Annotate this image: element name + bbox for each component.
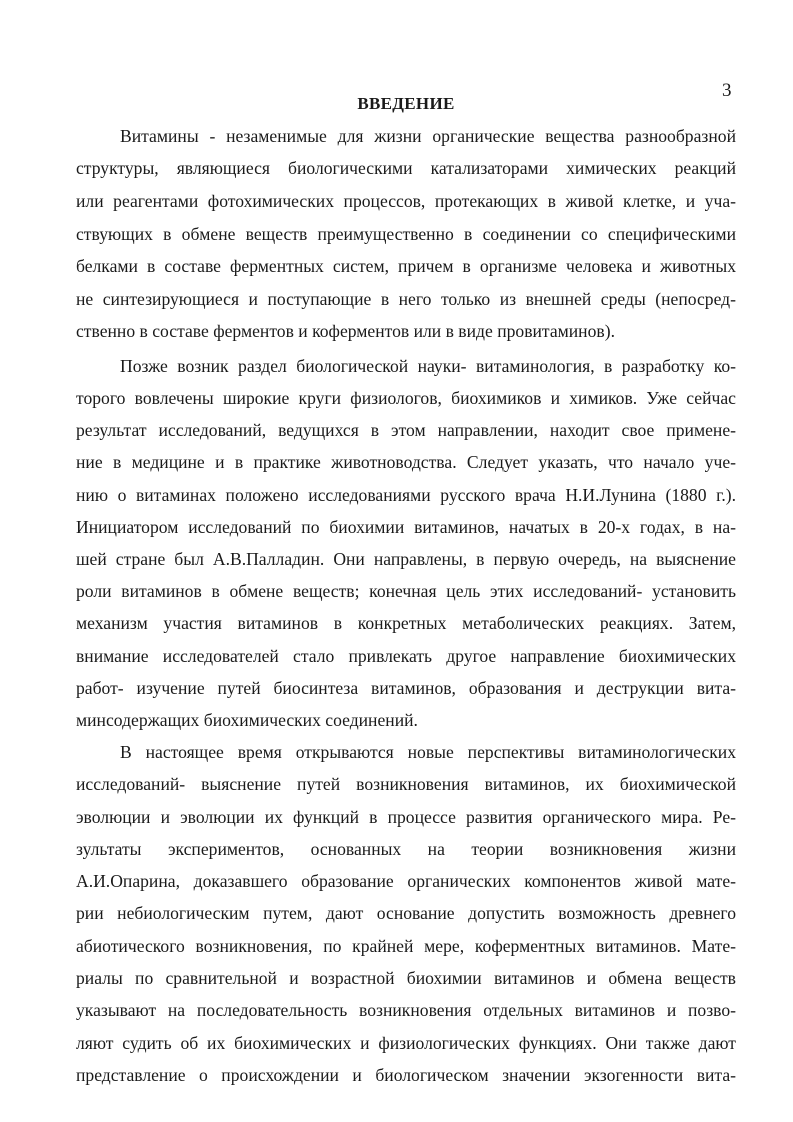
text-line: исследований- выяснение путей возникновения витаминов, их биохимической <box>76 774 736 794</box>
text-line: структуры, являющиеся биологическими катализаторами химических реакций <box>76 158 736 178</box>
text-line: Инициатором исследований по биохимии витаминов, начатых в 20-х годах, в на- <box>76 517 736 537</box>
text-line: рии небиологическим путем, дают основание допустить возможность древнего <box>76 903 736 923</box>
text-line: ствующих в обмене веществ преимущественно в соединении со специфическими <box>76 224 736 244</box>
text-line: эволюции и эволюции их функций в процессе развития органического мира. Ре- <box>76 807 736 827</box>
text-line: ственно в составе ферментов и коферментов или в виде провитаминов). <box>76 321 615 341</box>
text-line: внимание исследователей стало привлекать другое направление биохимических <box>76 646 736 666</box>
text-line: механизм участия витаминов в конкретных метаболических реакциях. Затем, <box>76 613 736 633</box>
text-line: результат исследований, ведущихся в этом направлении, находит свое примене- <box>76 420 736 440</box>
text-line: представление о происхождении и биологическом значении экзогенности вита- <box>76 1065 736 1085</box>
text-line: абиотического возникновения, по крайней мере, коферментных витаминов. Мате- <box>76 936 736 956</box>
text-line: Позже возник раздел биологической науки- витаминология, в разработку ко- <box>120 356 736 376</box>
text-line: риалы по сравнительной и возрастной биохимии витаминов и обмена веществ <box>76 968 736 988</box>
text-line: ляют судить об их биохимических и физиологических функциях. Они также дают <box>76 1033 736 1053</box>
text-line: не синтезирующиеся и поступающие в него только из внешней среды (непосред- <box>76 289 736 309</box>
text-line: роли витаминов в обмене веществ; конечная цель этих исследований- установить <box>76 581 736 601</box>
text-line: или реагентами фотохимических процессов, протекающих в живой клетке, и уча- <box>76 191 736 211</box>
text-line: работ- изучение путей биосинтеза витаминов, образования и деструкции вита- <box>76 678 736 698</box>
text-line: А.И.Опарина, доказавшего образование органических компонентов живой мате- <box>76 871 736 891</box>
text-line: минсодержащих биохимических соединений. <box>76 710 418 730</box>
text-line: В настоящее время открываются новые перспективы витаминологических <box>120 742 736 762</box>
text-line: Витамины - незаменимые для жизни органические вещества разнообразной <box>120 126 736 146</box>
text-line: торого вовлечены широкие круги физиологов, биохимиков и химиков. Уже сейчас <box>76 388 736 408</box>
text-line: шей стране был А.В.Палладин. Они направлены, в первую очередь, на выяснение <box>76 549 736 569</box>
text-line: белками в составе ферментных систем, причем в организме человека и животных <box>76 256 736 276</box>
page-number: 3 <box>722 80 732 101</box>
page-title: ВВЕДЕНИЕ <box>357 94 455 113</box>
text-line: ние в медицине и в практике животноводства. Следует указать, что начало уче- <box>76 452 736 472</box>
text-line: указывают на последовательность возникновения отдельных витаминов и позво- <box>76 1000 736 1020</box>
text-line: нию о витаминах положено исследованиями русского врача Н.И.Лунина (1880 г.). <box>76 485 736 505</box>
text-line: зультаты экспериментов, основанных на теории возникновения жизни <box>76 839 736 859</box>
